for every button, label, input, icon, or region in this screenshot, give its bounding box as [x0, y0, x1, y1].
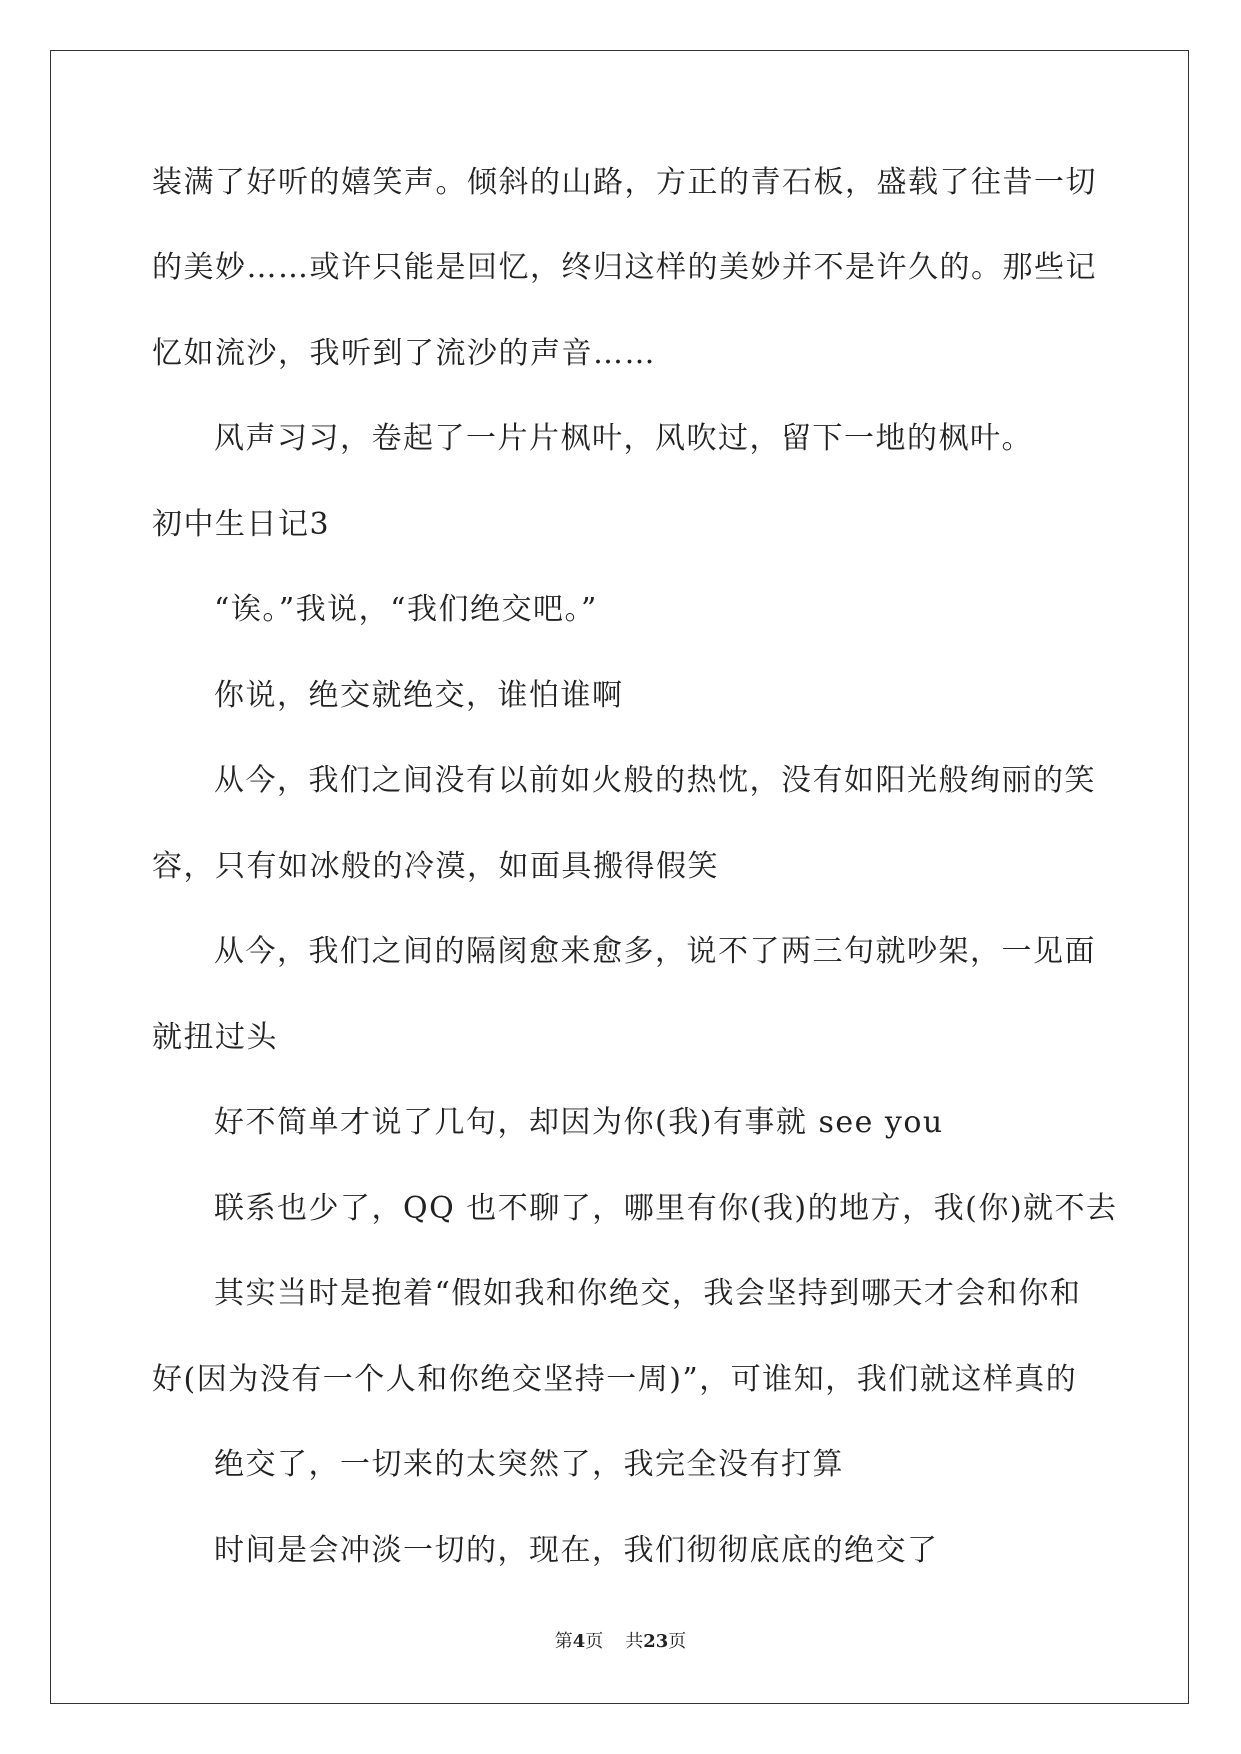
total-pages: 23 — [643, 1631, 669, 1652]
paragraph-time: 时间是会冲淡一切的，现在，我们彻彻底底的绝交了 — [214, 1533, 939, 1568]
paragraph-actually: 其实当时是抱着“假如我和你绝交，我会坚持到哪天才会和你和 — [214, 1276, 1082, 1311]
paragraph-from-now-1: 从今，我们之间没有以前如火般的热忱，没有如阳光般绚丽的笑 — [214, 763, 1096, 798]
paragraph-contact: 联系也少了，QQ 也不聊了，哪里有你(我)的地方，我(你)就不去 — [214, 1191, 1118, 1226]
text-line-11: 就扭过头 — [152, 1020, 278, 1055]
page-prefix: 第 — [554, 1631, 573, 1652]
text-line-3: 忆如流沙，我听到了流沙的声音…… — [152, 336, 656, 371]
total-suffix: 页 — [668, 1631, 687, 1652]
page-footer — [0, 1630, 1241, 1654]
paragraph-dialogue: “诶。”我说，“我们绝交吧。” — [214, 592, 598, 627]
page-suffix: 页 — [585, 1631, 604, 1652]
paragraph-from-now-2: 从今，我们之间的隔阂愈来愈多，说不了两三句就吵架，一见面 — [214, 934, 1096, 969]
paragraph-see-you: 好不简单才说了几句，却因为你(我)有事就 see you — [214, 1105, 944, 1140]
section-heading: 初中生日记3 — [152, 507, 331, 542]
text-line-9: 容，只有如冰般的冷漠，如面具搬得假笑 — [152, 849, 719, 884]
page-number: 4 — [572, 1631, 586, 1652]
paragraph-reply: 你说，绝交就绝交，谁怕谁啊 — [214, 678, 624, 713]
paragraph-maple-wind: 风声习习，卷起了一片片枫叶，风吹过，留下一地的枫叶。 — [214, 421, 1033, 456]
text-line-1: 装满了好听的嬉笑声。倾斜的山路，方正的青石板，盛载了往昔一切 — [152, 165, 1097, 200]
total-prefix: 共 — [625, 1631, 644, 1652]
paragraph-sudden: 绝交了，一切来的太突然了，我完全没有打算 — [214, 1447, 844, 1482]
text-line-2: 的美妙……或许只能是回忆，终归这样的美妙并不是许久的。那些记 — [152, 250, 1097, 285]
text-line-15: 好(因为没有一个人和你绝交坚持一周)”，可谁知，我们就这样真的 — [152, 1362, 1078, 1397]
